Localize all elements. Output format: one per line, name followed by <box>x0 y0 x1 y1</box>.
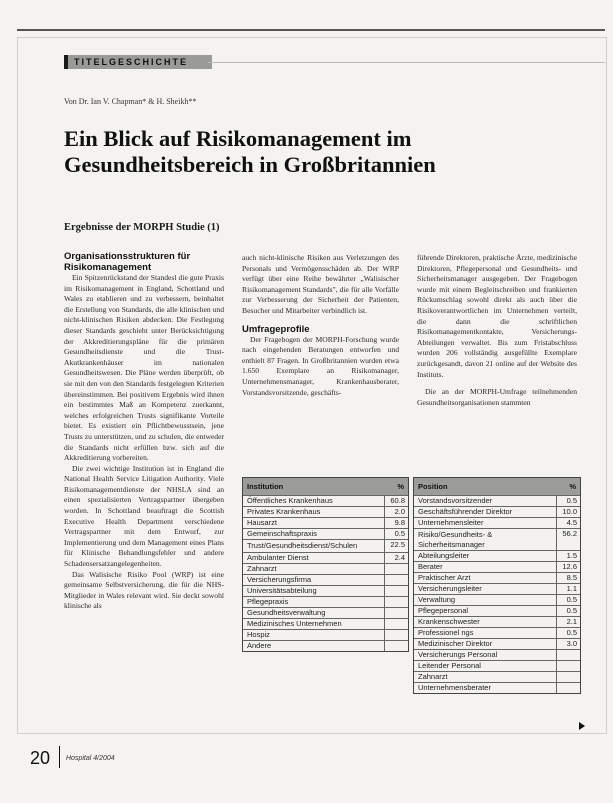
table-row <box>414 528 580 550</box>
table-cell-label: Hausarzt <box>247 518 278 527</box>
table-cell-value <box>556 683 580 693</box>
column-heading: Umfrageprofile <box>242 323 310 335</box>
table-cell-label: Versicherungsleiter <box>418 584 482 593</box>
article-subtitle: Ergebnisse der MORPH Studie (1) <box>64 222 220 233</box>
table-cell-value <box>384 597 408 607</box>
table-cell-value: 2.0 <box>384 507 408 517</box>
table-cell-value <box>556 672 580 682</box>
table-cell-label: Medizinisches Unternehmen <box>247 619 342 628</box>
table-cell-label: Pflegepersonal <box>418 606 469 615</box>
table-cell-label: Pflegepraxis <box>247 597 289 606</box>
continue-arrow-icon <box>579 722 585 730</box>
table-header-label: Position <box>418 482 448 491</box>
table-cell-value: 0.5 <box>556 628 580 638</box>
table-cell-value: 0.5 <box>556 496 580 506</box>
table-cell-value: 12.6 <box>556 562 580 572</box>
table-row <box>243 528 408 539</box>
paragraph: führende Direktoren, praktische Ärzte, medizinische Direktoren, Pflegepersonal und Gesundheits- und Sicherheitsmanager ausgegeben. Der Fragebogen wurde mit einem Begleitschreiben und frankierten Rückumschlag sowohl direkt als auch über die Risikoverantwortlichen im Unternehmen verteilt, die dann die schriftlichen Risikomanagementkontakte, Versicherungs-Abteilungen verwaltet. Bis zum Fristabschluss wurden 206 vollständig ausgefüllte Exemplare zurückgesandt, davon 21 online auf der Website des Instituts. <box>417 253 577 379</box>
institution-table <box>242 477 409 652</box>
table-cell-value: 4.5 <box>556 518 580 528</box>
table-cell-value: 22.5 <box>384 540 408 552</box>
paragraph: auch nicht-klinische Risiken aus Verletzungen des Personals und Vermögensschäden ab. Der WRP verfügt über eine Reihe bewährter „Walisischer Risikomanagement Standards", die für alle Vorfälle zur Verbesserung der Sicherheit der Patienten, Besucher und Mitarbeiter verbindlich ist. <box>242 253 399 315</box>
table-row <box>243 585 408 596</box>
table-row <box>414 649 580 660</box>
table-cell-label: Geschäftsführender Direktor <box>418 507 513 516</box>
table-cell-label: Verwaltung <box>418 595 456 604</box>
table-cell-value <box>556 650 580 660</box>
table-row <box>243 618 408 629</box>
table-row <box>414 561 580 572</box>
table-cell-label: Vorstandsvorsitzender <box>418 496 493 505</box>
table-header-unit: % <box>397 482 404 491</box>
table-row <box>414 506 580 517</box>
table-row <box>414 616 580 627</box>
table-cell-label: Leitender Personal <box>418 661 481 670</box>
table-header-label: Institution <box>247 482 284 491</box>
table-cell-value: 56.2 <box>556 529 580 550</box>
table-cell-label: Abteilungsleiter <box>418 551 470 560</box>
table-cell-label: Versicherungs Personal <box>418 650 498 659</box>
table-cell-value: 8.5 <box>556 573 580 583</box>
table-row <box>414 671 580 682</box>
paragraph: Das Walisische Risiko Pool (WRP) ist eine gemeinsame Selbstversicherung, die für die NHS-Mitglieder in Wales relevant wird. Sie deckt sowohl klinische als <box>64 569 224 611</box>
table-cell-label: Krankenschwester <box>418 617 480 626</box>
position-table <box>413 477 581 694</box>
table-cell-value: 9.8 <box>384 518 408 528</box>
table-row <box>414 682 580 693</box>
table-cell-label: Risiko/Gesundheits- & Sicherheitsmanager <box>418 530 493 549</box>
table-row <box>414 594 580 605</box>
table-cell-label: Universitätsabteilung <box>247 586 317 595</box>
table-cell-label: Versicherungsfirma <box>247 575 312 584</box>
paragraph: Der Fragebogen der MORPH-Forschung wurde nach eingehenden Beratungen entworfen und enthielt 87 Fragen. In Großbritannien wurden etwa 1.650 Exemplare an Risikomanager, Unternehmensmanager, Krankenhausberater, Vorstandsvorsitzende, geschäfts- <box>242 334 399 397</box>
table-cell-label: Trust/Gesundheitsdienst/Schulen <box>247 541 358 550</box>
table-row <box>414 627 580 638</box>
table-cell-value: 1.5 <box>556 551 580 561</box>
table-cell-value: 1.1 <box>556 584 580 594</box>
table-row <box>414 495 580 506</box>
table-cell-value: 0.5 <box>556 595 580 605</box>
table-cell-label: Andere <box>247 641 272 650</box>
magazine-issue: Hospital 4/2004 <box>66 755 115 762</box>
table-cell-value: 0.5 <box>384 529 408 539</box>
table-cell-value <box>384 641 408 651</box>
table-row <box>414 517 580 528</box>
table-row <box>243 495 408 506</box>
table-header <box>414 478 580 495</box>
article-authors: Von Dr. Ian V. Chapman* & H. Sheikh** <box>64 97 197 106</box>
table-cell-value: 10.0 <box>556 507 580 517</box>
table-cell-label: Privates Krankenhaus <box>247 507 321 516</box>
table-cell-label: Ambulanter Dienst <box>247 553 309 562</box>
table-cell-value: 2.4 <box>384 553 408 563</box>
table-cell-value <box>384 586 408 596</box>
table-row <box>414 550 580 561</box>
table-row <box>243 506 408 517</box>
table-cell-value <box>384 564 408 574</box>
table-row <box>414 583 580 594</box>
section-label: TITELGESCHICHTE <box>74 57 189 67</box>
table-cell-value: 3.0 <box>556 639 580 649</box>
table-cell-label: Unternehmensberater <box>418 683 491 692</box>
top-rule <box>17 29 605 31</box>
table-cell-label: Zahnarzt <box>247 564 277 573</box>
table-cell-value <box>384 630 408 640</box>
table-row <box>414 638 580 649</box>
text-column-1 <box>64 251 224 726</box>
table-row <box>414 660 580 671</box>
table-row <box>243 574 408 585</box>
footer-divider <box>59 746 60 768</box>
table-cell-label: Hospiz <box>247 630 270 639</box>
table-cell-value <box>384 575 408 585</box>
table-row <box>243 563 408 574</box>
table-row <box>243 517 408 528</box>
table-row <box>243 629 408 640</box>
table-header-unit: % <box>569 482 576 491</box>
table-cell-value <box>384 619 408 629</box>
column-heading: Organisationsstrukturen für Risikomanagement <box>64 251 191 273</box>
table-cell-value: 60.8 <box>384 496 408 506</box>
table-cell-label: Unternehmensleiter <box>418 518 484 527</box>
table-row <box>414 605 580 616</box>
table-row <box>414 572 580 583</box>
paragraph: Die an der MORPH-Umfrage teilnehmenden Gesundheitsorganisationen stammten <box>417 387 577 407</box>
table-header <box>243 478 408 495</box>
table-cell-value <box>384 608 408 618</box>
paragraph: Ein Spitzenrückstand der Standesl die gute Praxis im Risikomanagement in England, Schottland und Wales zu etablieren und zu verbessern, beinhaltet die Erstellung von Standards, die alle klinischen und nicht-klinischen Risiken abdecken. Die Festlegung dieser Standards geschieht unter Berücksichtigung der Akkreditierungspläne für die primären Gesundheitsdienste und die Trust-Akutkrankenhäuser im nationalen Gesundheitswesen. Die Pläne werden überprüft, ob sie mit den von den Standards festgelegten Kriterien übereinstimmen. Bei positivem Ergebnis wird ihnen ein bestimmtes Maß an Kompetenz zuerkannt, welches erfolgreichen Trusts signifikante Vorteile bietet. Es existiert ein Pflichtbewusstsein, jene Trusts zu unterstützen, und zu schulen, die entweder die Standards nicht erfüllen bzw. sich auf die Akkreditierung vorbereiten. <box>64 273 224 463</box>
text-column-3 <box>417 253 577 468</box>
table-cell-label: Gemeinschaftspraxis <box>247 529 318 538</box>
table-cell-label: Medizinischer Direktor <box>418 639 493 648</box>
table-cell-label: Gesundheitsverwaltung <box>247 608 326 617</box>
table-cell-label: Berater <box>418 562 443 571</box>
table-row <box>243 640 408 651</box>
table-cell-value: 0.5 <box>556 606 580 616</box>
table-row <box>243 596 408 607</box>
paragraph: Die zwei wichtige Institution ist in England die National Health Service Litigation Authority. Viele Risikomanagementdienste der NHSLA sind an einen spezialisierten Vertragspartner übergeben worden. In Schottland beauftragt die Scottish Executive Health Department verschiedene Vertragspartner mit dem Entwurf, zur Implementierung und dem Management eines Plans für Klinische Behandlungsfehler und andere Schadensersatzangelegenheiten. <box>64 463 224 569</box>
table-cell-label: Praktischer Arzt <box>418 573 471 582</box>
table-cell-label: Professionel ngs <box>418 628 474 637</box>
table-row <box>243 552 408 563</box>
section-divider <box>208 62 605 63</box>
table-row <box>243 539 408 552</box>
page-number: 20 <box>30 748 51 768</box>
table-cell-label: Zahnarzt <box>418 672 448 681</box>
text-column-2 <box>242 253 399 468</box>
table-cell-value <box>556 661 580 671</box>
article-title: Ein Blick auf Risikomanagement im Gesundheitsbereich in Großbritannien <box>64 126 436 177</box>
table-row <box>243 607 408 618</box>
table-cell-value: 2.1 <box>556 617 580 627</box>
table-cell-label: Öffentliches Krankenhaus <box>247 496 333 505</box>
